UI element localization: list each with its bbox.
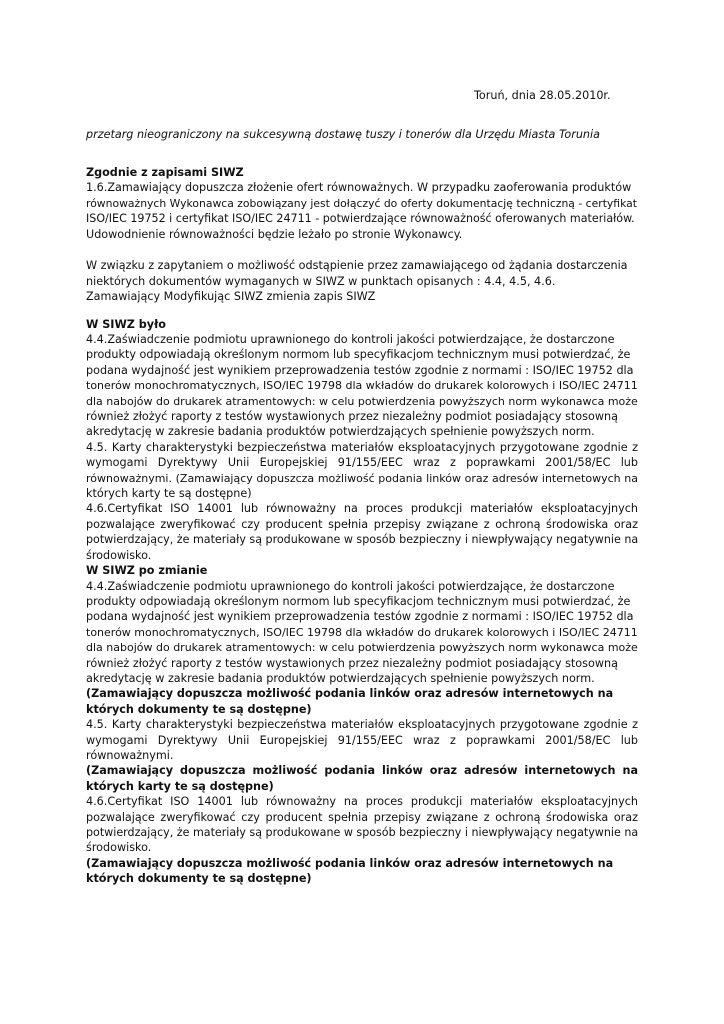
paragraph-line: 4.6.Certyfikat ISO 14001 lub równoważny na proces produkcji materiałów eksploatacyjnych bbox=[86, 795, 638, 808]
paragraph-line: podana wydajność jest wynikiem przeprowadzenia testów zgodnie z normami : ISO/IEC 19752 dla bbox=[86, 364, 634, 377]
paragraph-line: tonerów monochromatycznych, ISO/IEC 19798 dla wkładów do drukarek kolorowych i ISO/IEC 24711 bbox=[86, 626, 638, 639]
paragraph-line: dla nabojów do drukarek atramentowych: w celu potwierdzenia powyższych norm wykonawca może bbox=[86, 641, 638, 654]
paragraph-line: 4.5. Karty charakterystyki bezpieczeństwa materiałów eksploatacyjnych przygotowane zgodnie z bbox=[86, 718, 638, 731]
paragraph-line: równoważnymi. (Zamawiający dopuszcza możliwość podania linków oraz adresów internetowych na bbox=[86, 472, 638, 485]
paragraph-line: 4.6.Certyfikat ISO 14001 lub równoważny na proces produkcji materiałów eksploatacyjnych bbox=[86, 502, 638, 515]
emphasis-line: których karty te są dostępne) bbox=[86, 780, 274, 793]
paragraph-line: produkty odpowiadają określonym normom lub specyfikacjom technicznym musi potwierdzać, że bbox=[86, 595, 631, 608]
emphasis-line: (Zamawiający dopuszcza możliwość podania linków oraz adresów internetowych na bbox=[86, 687, 614, 700]
paragraph-line: wymogami Dyrektywy Unii Europejskiej 91/155/EEC wraz z poprawkami 2001/58/EC lub bbox=[86, 734, 638, 747]
emphasis-line: (Zamawiający dopuszcza możliwość podania linków oraz adresów internetowych na bbox=[86, 857, 614, 870]
paragraph-line: niektórych dokumentów wymaganych w SIWZ w punktach opisanych : 4.4, 4.5, 4.6. bbox=[86, 275, 556, 288]
paragraph-line: 4.4.Zaświadczenie podmiotu uprawnionego do kontroli jakości potwierdzające, że dostarczone bbox=[86, 580, 615, 593]
paragraph-line: Zamawiający Modyfikując SIWZ zmienia zapis SIWZ bbox=[86, 290, 376, 303]
tender-subject: przetarg nieograniczony na sukcesywną dostawę tuszy i tonerów dla Urzędu Miasta Torunia bbox=[86, 128, 600, 141]
emphasis-line: (Zamawiający dopuszcza możliwość podania linków oraz adresów internetowych na bbox=[86, 764, 638, 777]
paragraph-line: również złożyć raporty z testów wystawionych przez niezależny podmiot posiadający stosowną bbox=[86, 410, 618, 423]
paragraph-line: równoważnymi. bbox=[86, 749, 174, 762]
paragraph-line: 4.5. Karty charakterystyki bezpieczeństwa materiałów eksploatacyjnych przygotowane zgodnie z bbox=[86, 441, 638, 454]
paragraph-line: środowisko. bbox=[86, 841, 152, 854]
paragraph-line: pozwalające zweryfikować czy producent spełnia przepisy związane z ochroną środowiska oraz bbox=[86, 518, 638, 531]
document-date: Toruń, dnia 28.05.2010r. bbox=[474, 89, 611, 102]
paragraph-line: których karty te są dostępne) bbox=[86, 487, 252, 500]
paragraph-line: wymogami Dyrektywy Unii Europejskiej 91/155/EEC wraz z poprawkami 2001/58/EC lub bbox=[86, 456, 638, 469]
emphasis-line: których dokumenty te są dostępne) bbox=[86, 872, 312, 885]
paragraph-line: dla nabojów do drukarek atramentowych: w celu potwierdzenia powyższych norm wykonawca może bbox=[86, 395, 638, 408]
paragraph-line: równoważnych Wykonawca zobowiązany jest dołączyć do oferty dokumentację techniczną - certyfikat bbox=[86, 197, 638, 210]
section-heading-before: W SIWZ było bbox=[86, 318, 166, 331]
paragraph-line: produkty odpowiadają określonym normom lub specyfikacjom technicznym musi potwierdzać, że bbox=[86, 348, 631, 361]
paragraph-line: podana wydajność jest wynikiem przeprowadzenia testów zgodnie z normami : ISO/IEC 19752 dla bbox=[86, 610, 634, 623]
paragraph-line: Udowodnienie równoważności będzie leżało po stronie Wykonawcy. bbox=[86, 228, 463, 241]
paragraph-line: potwierdzający, że materiały są produkowane w sposób bezpieczny i niewpływający negatywnie na bbox=[86, 533, 638, 546]
paragraph-line: pozwalające zweryfikować czy producent spełnia przepisy związane z ochroną środowiska oraz bbox=[86, 811, 638, 824]
paragraph-line: tonerów monochromatycznych, ISO/IEC 19798 dla wkładów do drukarek kolorowych i ISO/IEC 24711 bbox=[86, 379, 638, 392]
paragraph-line: potwierdzający, że materiały są produkowane w sposób bezpieczny i niewpływający negatywnie na bbox=[86, 826, 638, 839]
paragraph-line: 1.6.Zamawiający dopuszcza złożenie ofert równoważnych. W przypadku zaoferowania produktów bbox=[86, 181, 632, 194]
paragraph-line: W związku z zapytaniem o możliwość odstąpienie przez zamawiającego od żądania dostarczenia bbox=[86, 259, 628, 272]
paragraph-line: akredytację w zakresie badania produktów potwierdzających spełnienie powyższych norm. bbox=[86, 672, 595, 685]
paragraph-line: środowisko. bbox=[86, 549, 152, 562]
paragraph-line: akredytację w zakresie badania produktów potwierdzających spełnienie powyższych norm. bbox=[86, 425, 595, 438]
section-heading-after: W SIWZ po zmianie bbox=[86, 564, 208, 577]
paragraph-line: ISO/IEC 19752 i certyfikat ISO/IEC 24711 - potwierdzające równoważność oferowanych materiałów. bbox=[86, 212, 635, 225]
paragraph-line: również złożyć raporty z testów wystawionych przez niezależny podmiot posiadający stosowną bbox=[86, 657, 618, 670]
paragraph-line: 4.4.Zaświadczenie podmiotu uprawnionego do kontroli jakości potwierdzające, że dostarczone bbox=[86, 333, 615, 346]
section-heading-siwz-original: Zgodnie z zapisami SIWZ bbox=[86, 166, 244, 179]
emphasis-line: których dokumenty te są dostępne) bbox=[86, 703, 312, 716]
